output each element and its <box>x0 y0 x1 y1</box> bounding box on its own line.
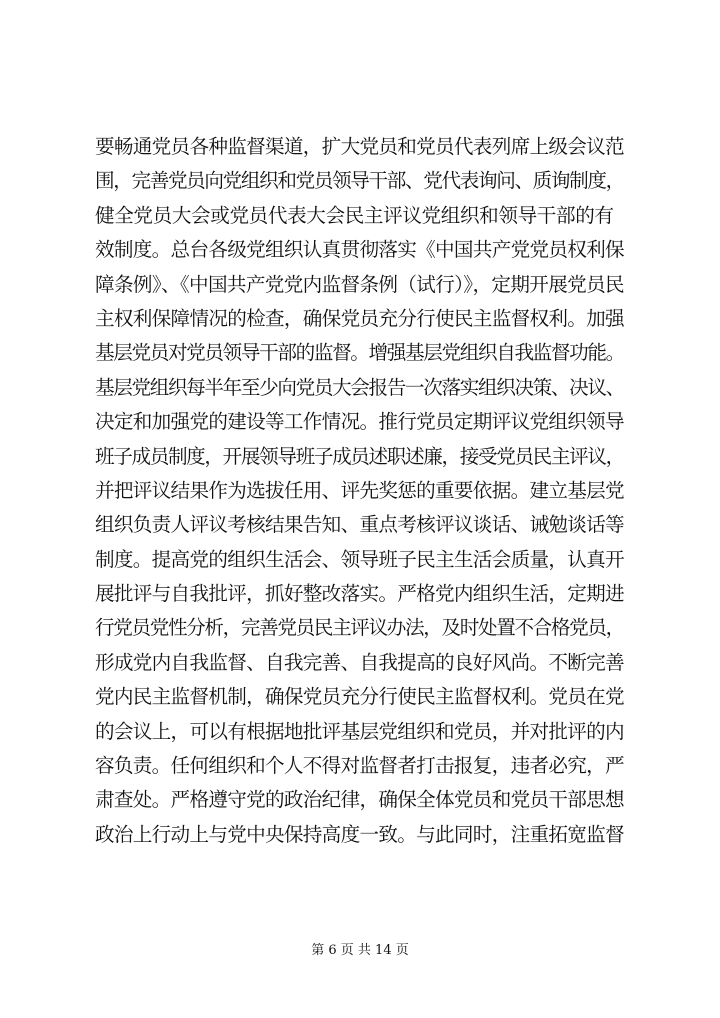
page-footer: 第 6 页 共 14 页 <box>311 943 409 958</box>
text-line: 班子成员制度，开展领导班子成员述职述廉，接受党员民主评议， <box>95 444 624 468</box>
text-line: 肃查处。严格遵守党的政治纪律，确保全体党员和党员干部思想 <box>95 788 624 812</box>
text-line: 组织负责人评议考核结果告知、重点考核评议谈话、诫勉谈话等 <box>95 513 624 537</box>
text-line: 障条例》、《中国共产党党内监督条例（试行）》，定期开展党员民 <box>95 272 624 296</box>
text-line: 基层党员对党员领导干部的监督。增强基层党组织自我监督功能。 <box>95 341 624 365</box>
text-line: 的会议上，可以有根据地批评基层党组织和党员，并对批评的内 <box>95 719 624 743</box>
text-line: 效制度。总台各级党组织认真贯彻落实《中国共产党党员权利保 <box>95 238 624 262</box>
text-line: 围，完善党员向党组织和党员领导干部、党代表询问、质询制度， <box>95 169 624 193</box>
text-line: 展批评与自我批评，抓好整改落实。严格党内组织生活，定期进 <box>95 582 624 606</box>
text-line: 主权利保障情况的检查，确保党员充分行使民主监督权利。加强 <box>95 306 624 330</box>
body-paragraph <box>95 130 635 852</box>
text-line: 要畅通党员各种监督渠道，扩大党员和党员代表列席上级会议范 <box>95 135 624 158</box>
text-line: 党内民主监督机制，确保党员充分行使民主监督权利。党员在党 <box>95 685 624 709</box>
text-line: 形成党内自我监督、自我完善、自我提高的良好风尚。不断完善 <box>95 650 624 674</box>
text-line: 决定和加强党的建设等工作情况。推行党员定期评议党组织领导 <box>95 410 624 434</box>
text-line: 基层党组织每半年至少向党员大会报告一次落实组织决策、决议、 <box>95 375 624 399</box>
text-line: 政治上行动上与党中央保持高度一致。与此同时，注重拓宽监督 <box>95 822 624 846</box>
text-line: 健全党员大会或党员代表大会民主评议党组织和领导干部的有 <box>95 203 614 227</box>
text-line: 并把评议结果作为选拔任用、评先奖惩的重要依据。建立基层党 <box>95 478 624 502</box>
text-line: 行党员党性分析，完善党员民主评议办法，及时处置不合格党员， <box>95 616 624 640</box>
text-line: 容负责。任何组织和个人不得对监督者打击报复，违者必究，严 <box>95 754 624 778</box>
text-line: 制度。提高党的组织生活会、领导班子民主生活会质量，认真开 <box>95 547 624 571</box>
